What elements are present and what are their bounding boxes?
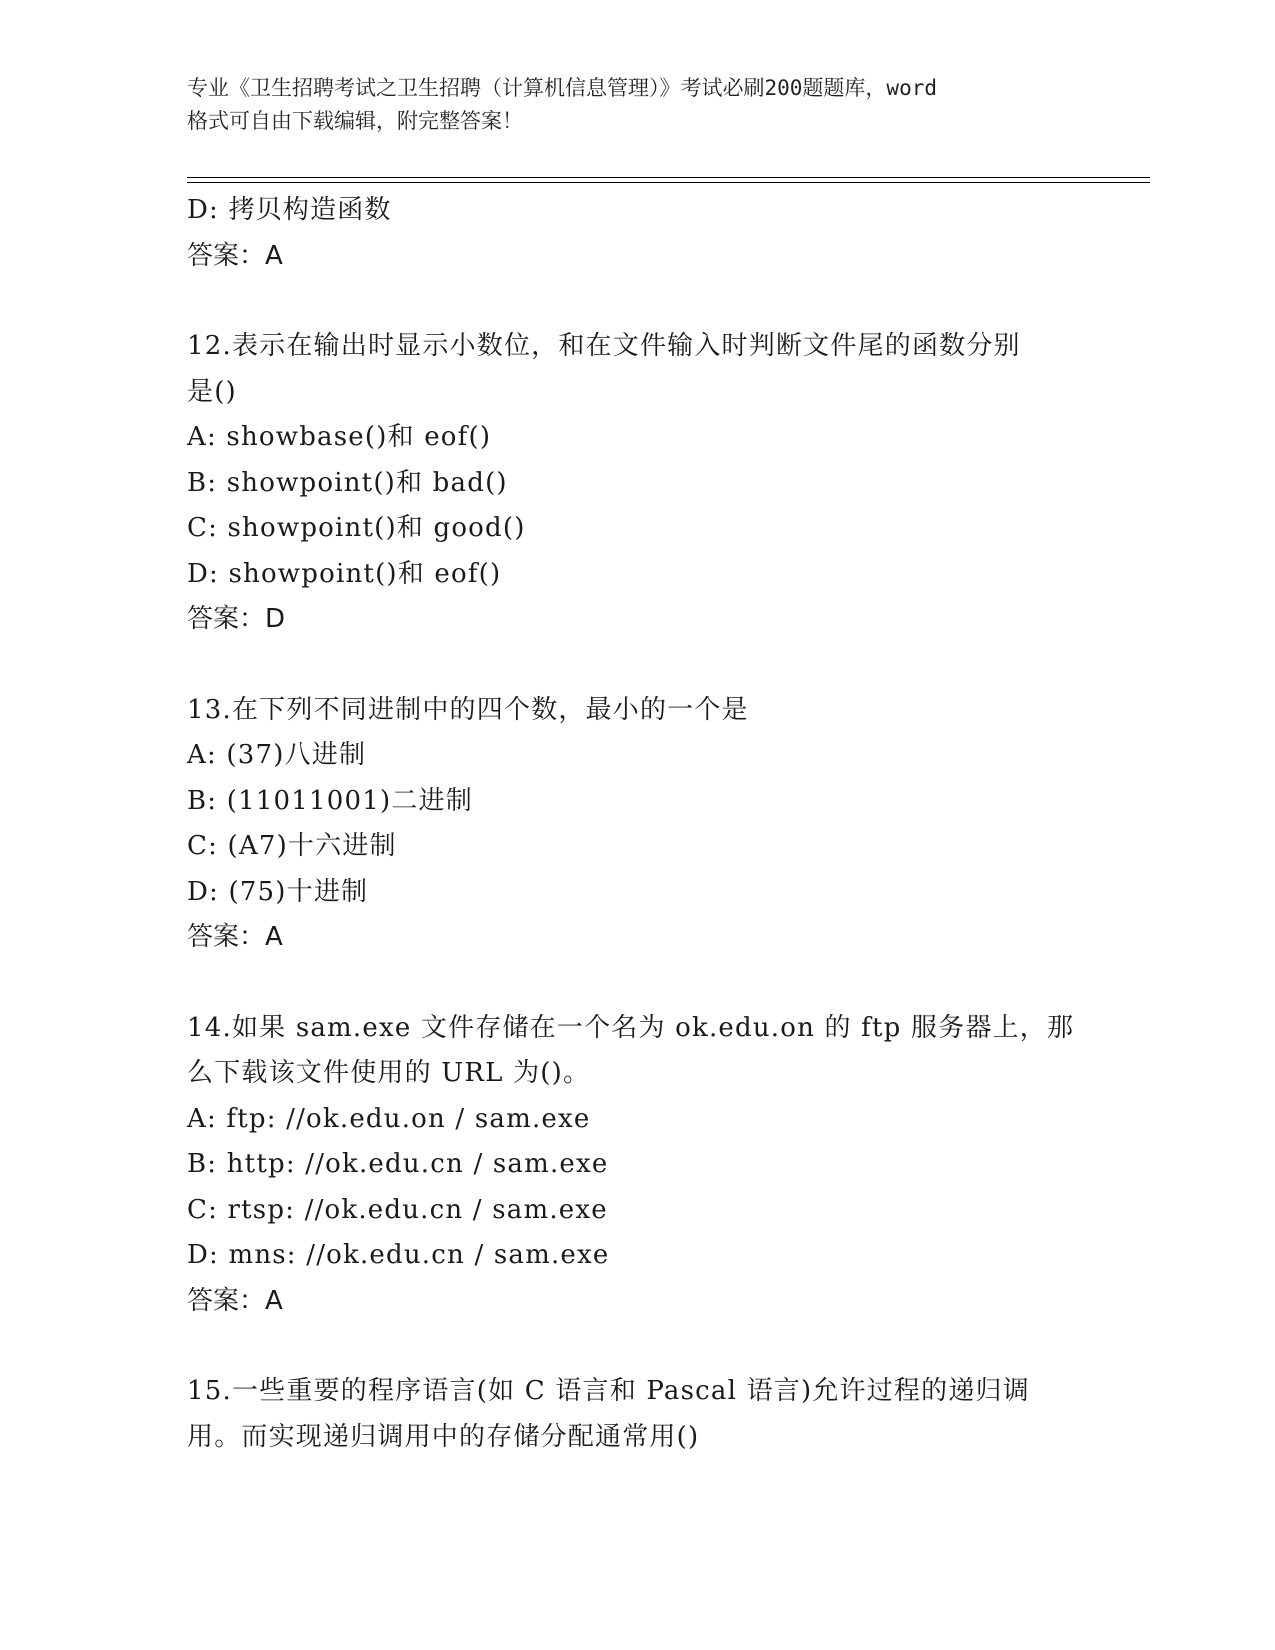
option-c: C: (A7)十六进制 xyxy=(187,831,397,861)
question-text: 15.一些重要的程序语言(如 C 语言和 Pascal 语言)允许过程的递归调 xyxy=(187,1376,1030,1406)
option-b: B: http: //ok.edu.cn / sam.exe xyxy=(187,1149,609,1179)
question-text: 14.如果 sam.exe 文件存储在一个名为 ok.edu.on 的 ftp 服务器上，那 xyxy=(187,1012,1075,1043)
question-text: 么下载该文件使用的 URL 为()。 xyxy=(187,1058,591,1088)
option-d: D: showpoint()和 eof() xyxy=(187,558,502,589)
question-text: 是() xyxy=(187,376,237,407)
document-header xyxy=(187,72,1087,138)
answer-line: 答案：A xyxy=(187,1285,283,1316)
question-block-12 xyxy=(187,324,1087,643)
question-block-14 xyxy=(187,1006,1087,1325)
question-text: 13.在下列不同进制中的四个数，最小的一个是 xyxy=(187,694,749,725)
answer-line: 答案：D xyxy=(187,604,286,634)
option-a: A: (37)八进制 xyxy=(187,740,367,770)
block-spacer xyxy=(187,961,1087,1006)
question-list xyxy=(187,188,1087,1460)
option-line: D: 拷贝构造函数 xyxy=(187,195,392,225)
question-block-13 xyxy=(187,688,1087,961)
question-block-fragment xyxy=(187,188,1087,279)
block-spacer xyxy=(187,279,1087,324)
option-b: B: (11011001)二进制 xyxy=(187,785,473,816)
answer-line: 答案：A xyxy=(187,922,283,952)
option-d: D: mns: //ok.edu.cn / sam.exe xyxy=(187,1240,610,1270)
answer-line: 答案：A xyxy=(187,240,283,271)
question-text: 用。而实现递归调用中的存储分配通常用() xyxy=(187,1421,700,1452)
option-b: B: showpoint()和 bad() xyxy=(187,467,508,498)
block-spacer xyxy=(187,643,1087,688)
header-divider-top xyxy=(187,177,1150,178)
option-a: A: showbase()和 eof() xyxy=(187,422,492,452)
option-c: C: rtsp: //ok.edu.cn / sam.exe xyxy=(187,1194,608,1225)
question-text: 12.表示在输出时显示小数位，和在文件输入时判断文件尾的函数分别 xyxy=(187,331,1021,361)
question-block-15 xyxy=(187,1369,1087,1460)
header-line-1: 专业《卫生招聘考试之卫生招聘（计算机信息管理）》考试必刷200题题库，word xyxy=(187,76,937,100)
option-d: D: (75)十进制 xyxy=(187,876,369,907)
header-divider-bottom xyxy=(187,182,1150,183)
option-a: A: ftp: //ok.edu.on / sam.exe xyxy=(187,1103,591,1134)
block-spacer xyxy=(187,1324,1087,1369)
option-c: C: showpoint()和 good() xyxy=(187,513,526,543)
header-line-2: 格式可自由下载编辑，附完整答案！ xyxy=(187,109,523,133)
